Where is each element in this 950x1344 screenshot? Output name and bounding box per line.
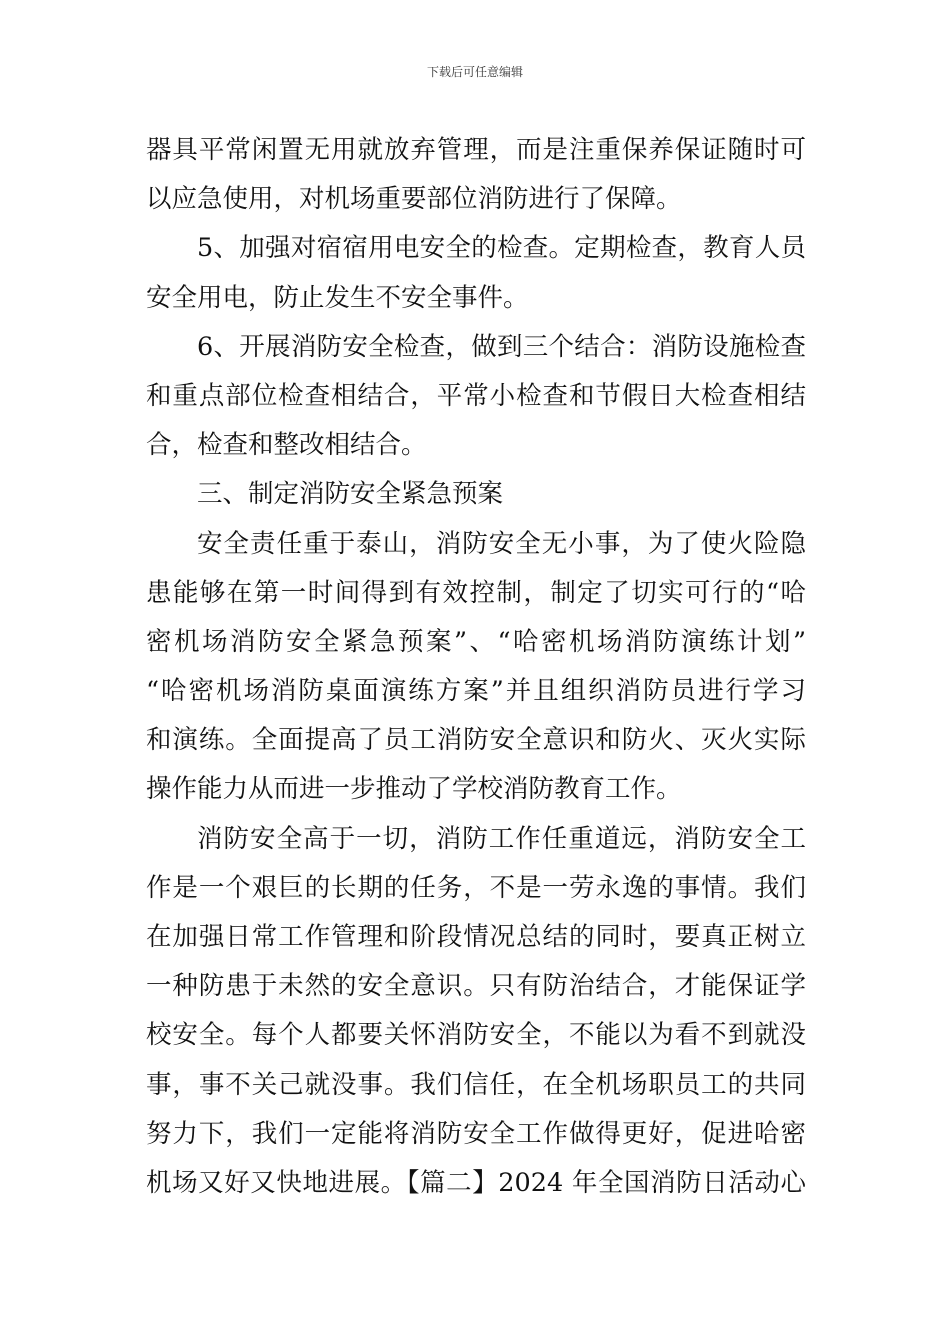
text-line: 合，检查和整改相结合。 (146, 430, 427, 461)
text-line: 安全责任重于泰山，消防安全无小事，为了使火险隐 (197, 528, 806, 559)
text-line: 在加强日常工作管理和阶段情况总结的同时，要真正树立 (146, 922, 806, 952)
text-line: 一种防患于未然的安全意识。只有防治结合，才能保证学 (146, 971, 806, 1002)
document-body (146, 126, 806, 1208)
text-line: 努力下，我们一定能将消防安全工作做得更好，促进哈密 (146, 1118, 806, 1149)
text-line: “哈密机场消防桌面演练方案”并且组织消防员进行学习 (146, 676, 806, 707)
section-heading: 三、制定消防安全紧急预案 (197, 479, 504, 510)
text-line: 校安全。每个人都要关怀消防安全，不能以为看不到就没 (146, 1020, 806, 1051)
text-line: 和重点部位检查相结合，平常小检查和节假日大检查相结 (146, 380, 806, 411)
text-line: 器具平常闲置无用就放弃管理，而是注重保养保证随时可 (146, 135, 806, 165)
text-line: 作是一个艰巨的长期的任务，不是一劳永逸的事情。我们 (146, 872, 806, 903)
text-line: 事，事不关己就没事。我们信任，在全机场职员工的共同 (146, 1069, 806, 1100)
text-line: 5、加强对宿宿用电安全的检查。定期检查，教育人员 (197, 233, 806, 264)
text-line: 以应急使用，对机场重要部位消防进行了保障。 (146, 184, 682, 215)
page-header: 下载后可任意编辑 (426, 65, 523, 79)
text-line: 安全用电，防止发生不安全事件。 (146, 282, 529, 313)
text-line: 消防安全高于一切，消防工作任重道远，消防安全工 (197, 823, 806, 854)
text-line: 操作能力从而进一步推动了学校消防教育工作。 (146, 774, 682, 805)
text-line: 患能够在第一时间得到有效控制，制定了切实可行的“哈 (146, 577, 806, 608)
text-line: 密机场消防安全紧急预案”、“哈密机场消防演练计划” (146, 626, 806, 657)
text-line: 机场又好又快地进展。【篇二】2024 年全国消防日活动心 (146, 1167, 806, 1198)
text-line: 和演练。全面提高了员工消防安全意识和防火、灭火实际 (146, 725, 806, 756)
text-line: 6、开展消防安全检查，做到三个结合：消防设施检查 (197, 331, 806, 362)
